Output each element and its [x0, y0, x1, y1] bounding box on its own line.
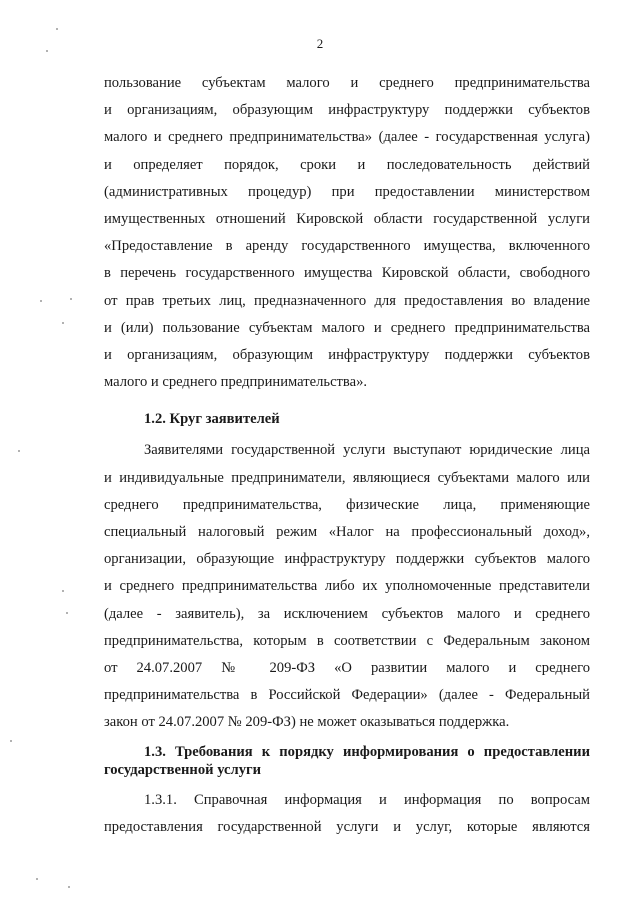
scan-speck [46, 50, 48, 52]
text-line: предоставления государственной услуги и услуг, которые являются [104, 818, 590, 835]
text-line: и организациям, образующим инфраструктуру поддержки субъектов [104, 102, 590, 119]
text-line: и среднего предпринимательства либо их уполномоченные представители [104, 578, 590, 595]
text-line: и (или) пользование субъектам малого и среднего предпринимательства [104, 319, 590, 336]
scan-speck [10, 740, 12, 742]
scan-speck [66, 612, 68, 614]
section-1-2-paragraph [104, 437, 590, 736]
text-line: Заявителями государственной услуги выступают юридические лица [144, 442, 590, 459]
text-line: от 24.07.2007 № 209-ФЗ «О развитии малого и среднего [104, 659, 590, 676]
section-heading-1-2: 1.2. Круг заявителей [144, 411, 280, 428]
text-line: малого и среднего предпринимательства» (далее - государственная услуга) [104, 129, 590, 146]
text-line: от прав третьих лиц, предназначенного для предоставления во владение [104, 292, 590, 309]
scan-speck [62, 322, 64, 324]
text-line: и определяет порядок, сроки и последовательность действий [104, 156, 590, 173]
section-heading-1-3 [104, 743, 590, 779]
text-line: «Предоставление в аренду государственного имущества, включенного [104, 238, 590, 255]
text-line: пользование субъектам малого и среднего предпринимательства [104, 75, 590, 91]
text-line: закон от 24.07.2007 № 209-ФЗ) не может оказываться поддержка. [104, 714, 510, 731]
text-line: 1.3.1. Справочная информация и информация по вопросам [144, 791, 590, 808]
text-line: специальный налоговый режим «Налог на профессиональный доход», [104, 524, 590, 541]
scan-speck [68, 886, 70, 888]
text-line: имущественных отношений Кировской области государственной услуги [104, 210, 590, 227]
scan-speck [56, 28, 58, 30]
text-line: среднего предпринимательства, физические лица, применяющие [104, 496, 590, 513]
text-line: малого и среднего предпринимательства». [104, 374, 368, 391]
section-heading-1-3-line-1: 1.3. Требования к порядку информирования о предоставлении [144, 743, 590, 760]
text-line: и организациям, образующим инфраструктуру поддержки субъектов [104, 346, 590, 363]
section-heading-1-3-line-2: государственной услуги [104, 761, 262, 778]
text-line: в перечень государственного имущества Кировской области, свободного [104, 265, 590, 282]
text-line: предпринимательства в Российской Федерации» (далее - Федеральный [104, 687, 590, 704]
scan-speck [70, 298, 72, 300]
text-line: организации, образующие инфраструктуру поддержки субъектов малого [104, 551, 590, 568]
scan-speck [18, 450, 20, 452]
intro-paragraph [104, 70, 590, 396]
scan-speck [36, 878, 38, 880]
text-line: и индивидуальные предприниматели, являющиеся субъектами малого или [104, 469, 590, 486]
scan-speck [62, 590, 64, 592]
text-line: (административных процедур) при предоставлении министерством [104, 183, 590, 200]
document-body [104, 70, 590, 841]
text-line: предпринимательства, которым в соответствии с Федеральным законом [104, 632, 590, 649]
page-number: 2 [316, 36, 324, 51]
section-1-3-paragraph [104, 787, 590, 841]
text-line: (далее - заявитель), за исключением субъектов малого и среднего [104, 605, 590, 622]
scan-speck [40, 300, 42, 302]
